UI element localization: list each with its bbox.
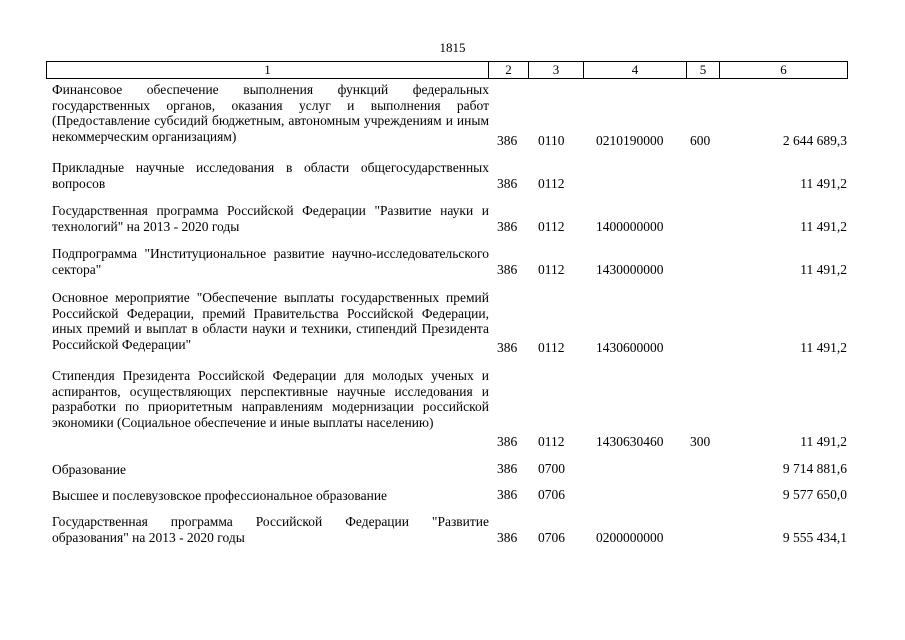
row-target-article: 1400000000 [596, 219, 664, 234]
row-amount: 9 555 434,1 [782, 530, 847, 545]
row-grbs: 386 [497, 434, 518, 449]
row-amount: 9 577 650,0 [782, 487, 847, 502]
row-grbs: 386 [497, 219, 518, 234]
row-description: Стипендия Президента Российской Федерации для молодых ученых и аспирантов, осуществляющих перспективные научные исследования и разработки по приоритетным направлениям модернизации российской экономики (Социальное обеспечение и иные выплаты населению) [52, 368, 489, 430]
column-header-1: 1 [47, 62, 489, 78]
row-description: Государственная программа Российской Федерации "Развитие образования" на 2013 - 2020 годы [52, 514, 489, 545]
row-target-article: 0210190000 [596, 133, 664, 148]
row-description: Образование [52, 462, 126, 477]
row-target-article: 1430600000 [596, 340, 664, 355]
row-grbs: 386 [497, 176, 518, 191]
row-target-article: 1430630460 [596, 434, 664, 449]
row-amount: 2 644 689,3 [782, 133, 847, 148]
column-header-6: 6 [780, 62, 787, 77]
column-header-3: 3 [529, 62, 584, 78]
table-header [46, 61, 848, 79]
row-description: Государственная программа Российской Федерации "Развитие науки и технологий" на 2013 - 2020 годы [52, 203, 489, 234]
row-description: Высшее и послевузовское профессиональное образование [52, 488, 388, 503]
column-header-2: 2 [489, 62, 529, 78]
row-expense-type: 300 [690, 434, 711, 449]
row-expense-type: 600 [690, 133, 711, 148]
row-grbs: 386 [497, 487, 518, 502]
column-header-4: 4 [584, 62, 687, 78]
row-target-article: 1430000000 [596, 262, 664, 277]
row-target-article: 0200000000 [596, 530, 664, 545]
row-amount: 11 491,2 [800, 262, 847, 277]
row-amount: 11 491,2 [800, 219, 847, 234]
row-grbs: 386 [497, 340, 518, 355]
row-section: 0110 [538, 133, 565, 148]
row-section: 0112 [538, 340, 565, 355]
row-section: 0706 [538, 487, 565, 502]
row-section: 0112 [538, 219, 565, 234]
row-amount: 11 491,2 [800, 176, 847, 191]
row-amount: 11 491,2 [800, 434, 847, 449]
row-description: Прикладные научные исследования в области общегосударственных вопросов [52, 160, 489, 191]
row-section: 0112 [538, 176, 565, 191]
row-section: 0112 [538, 262, 565, 277]
row-section: 0706 [538, 530, 565, 545]
row-description: Финансовое обеспечение выполнения функций федеральных государственных органов, оказания услуг и выполнения работ (Предоставление субсидий бюджетным, автономным учреждениям и иным некоммерческим организациям) [52, 82, 489, 144]
row-section: 0700 [538, 461, 565, 476]
row-grbs: 386 [497, 262, 518, 277]
row-amount: 9 714 881,6 [782, 461, 847, 476]
column-header-5: 5 [687, 62, 720, 78]
row-amount: 11 491,2 [800, 340, 847, 355]
row-description: Подпрограмма "Институциональное развитие научно-исследовательского сектора" [52, 246, 489, 277]
row-grbs: 386 [497, 530, 518, 545]
row-grbs: 386 [497, 133, 518, 148]
row-grbs: 386 [497, 461, 518, 476]
row-section: 0112 [538, 434, 565, 449]
page-number: 1815 [439, 40, 466, 55]
row-description: Основное мероприятие "Обеспечение выплаты государственных премий Российской Федерации, премий Правительства Российской Федерации, иных премий и выплат в области науки и техники, стипендий Президента Российской Федерации" [52, 290, 489, 352]
